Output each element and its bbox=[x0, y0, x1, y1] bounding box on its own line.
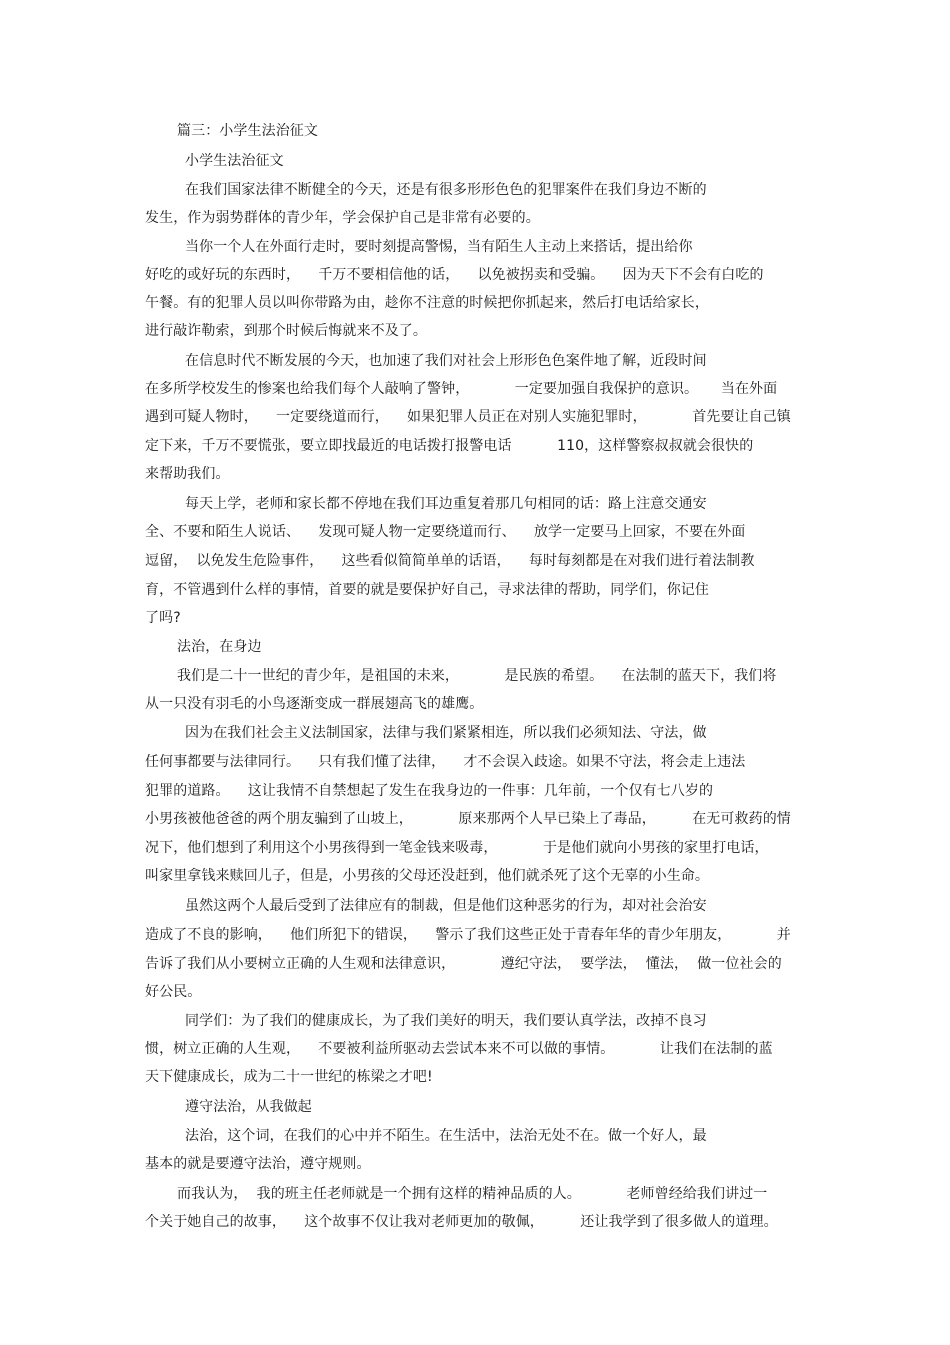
text-line: 叫家里拿钱来赎回儿子，但是，小男孩的父母还没赶到，他们就杀死了这个无辜的小生命。 bbox=[145, 868, 709, 884]
text-line: 天下健康成长，成为二十一世纪的栋梁之才吧! bbox=[145, 1069, 433, 1085]
text-line: 况下，他们想到了利用这个小男孩得到一笔金钱来吸毒， 于是他们就向小男孩的家里打电话， bbox=[145, 840, 769, 856]
text-line: 而我认为， 我的班主任老师就是一个拥有这样的精神品质的人。 老师曾经给我们讲过一 bbox=[177, 1186, 768, 1202]
text-line: 个关于她自己的故事， 这个故事不仅让我对老师更加的敬佩， 还让我学到了很多做人的道理。 bbox=[145, 1214, 778, 1230]
essay-title: 小学生法治征文 bbox=[185, 153, 284, 169]
text-line: 进行敲诈勒索，到那个时候后悔就来不及了。 bbox=[145, 323, 427, 339]
text-line: 在多所学校发生的惨案也给我们每个人敲响了警钟， 一定要加强自我保护的意识。 当在外面 bbox=[145, 381, 778, 397]
text-line: 惯，树立正确的人生观， 不要被利益所驱动去尝试本来不可以做的事情。 让我们在法制的蓝 bbox=[145, 1041, 773, 1057]
text-line: 同学们：为了我们的健康成长，为了我们美好的明天，我们要认真学法，改掉不良习 bbox=[185, 1013, 707, 1029]
text-line: 小男孩被他爸爸的两个朋友骗到了山坡上， 原来那两个人早已染上了毒品， 在无可救药的情 bbox=[145, 811, 791, 827]
text-line: 任何事都要与法律同行。 只有我们懂了法律， 才不会误入歧途。如果不守法，将会走上违法 bbox=[145, 754, 746, 770]
text-line: 基本的就是要遵守法治，遵守规则。 bbox=[145, 1156, 371, 1172]
text-line: 虽然这两个人最后受到了法律应有的制裁，但是他们这种恶劣的行为，却对社会治安 bbox=[185, 898, 707, 914]
text-line: 好公民。 bbox=[145, 984, 202, 1000]
text-line: 育，不管遇到什么样的事情，首要的就是要保护好自己，寻求法律的帮助，同学们，你记住 bbox=[145, 582, 709, 598]
text-line: 来帮助我们。 bbox=[145, 466, 230, 482]
text-line: 了吗? bbox=[145, 610, 181, 626]
section-heading: 篇三：小学生法治征文 bbox=[177, 123, 318, 139]
text-line: 当你一个人在外面行走时，要时刻提高警惕，当有陌生人主动上来搭话，提出给你 bbox=[185, 239, 693, 255]
text-line: 逗留， 以免发生危险事件， 这些看似简简单单的话语， 每时每刻都是在对我们进行着法制教 bbox=[145, 553, 755, 569]
text-line: 在信息时代不断发展的今天，也加速了我们对社会上形形色色案件地了解，近段时间 bbox=[185, 353, 707, 369]
subheading: 遵守法治，从我做起 bbox=[185, 1099, 312, 1115]
text-line: 好吃的或好玩的东西时， 千万不要相信他的话， 以免被拐卖和受骗。 因为天下不会有白吃的 bbox=[145, 267, 764, 283]
text-line: 全、不要和陌生人说话、 发现可疑人物一定要绕道而行、 放学一定要马上回家，不要在外面 bbox=[145, 524, 746, 540]
text-line: 遇到可疑人物时， 一定要绕道而行， 如果犯罪人员正在对别人实施犯罪时， 首先要让自己镇 bbox=[145, 409, 791, 425]
text-line: 我们是二十一世纪的青少年，是祖国的未来， 是民族的希望。 在法制的蓝天下，我们将 bbox=[177, 668, 777, 684]
text-line: 犯罪的道路。 这让我情不自禁想起了发生在我身边的一件事：几年前，一个仅有七八岁的 bbox=[145, 783, 714, 799]
text-line: 发生，作为弱势群体的青少年，学会保护自己是非常有必要的。 bbox=[145, 210, 540, 226]
text-line: 告诉了我们从小要树立正确的人生观和法律意识， 遵纪守法， 要学法， 懂法， 做一位社会的 bbox=[145, 956, 782, 972]
text-line: 造成了不良的影响， 他们所犯下的错误， 警示了我们这些正处于青春年华的青少年朋友， 并 bbox=[145, 927, 791, 943]
text-line: 每天上学，老师和家长都不停地在我们耳边重复着那几句相同的话：路上注意交通安 bbox=[185, 496, 707, 512]
text-line: 在我们国家法律不断健全的今天，还是有很多形形色色的犯罪案件在我们身边不断的 bbox=[185, 182, 707, 198]
text-line: 从一只没有羽毛的小鸟逐渐变成一群展翅高飞的雄鹰。 bbox=[145, 696, 484, 712]
text-line: 法治，这个词，在我们的心中并不陌生。在生活中，法治无处不在。做一个好人，最 bbox=[185, 1128, 707, 1144]
text-line: 因为在我们社会主义法制国家，法律与我们紧紧相连，所以我们必须知法、守法，做 bbox=[185, 725, 707, 741]
subheading: 法治，在身边 bbox=[177, 639, 262, 655]
text-line: 定下来，千万不要慌张，要立即找最近的电话拨打报警电话 110，这样警察叔叔就会很快的 bbox=[145, 438, 754, 454]
text-line: 午餐。有的犯罪人员以叫你带路为由，趁你不注意的时候把你抓起来，然后打电话给家长， bbox=[145, 295, 709, 311]
